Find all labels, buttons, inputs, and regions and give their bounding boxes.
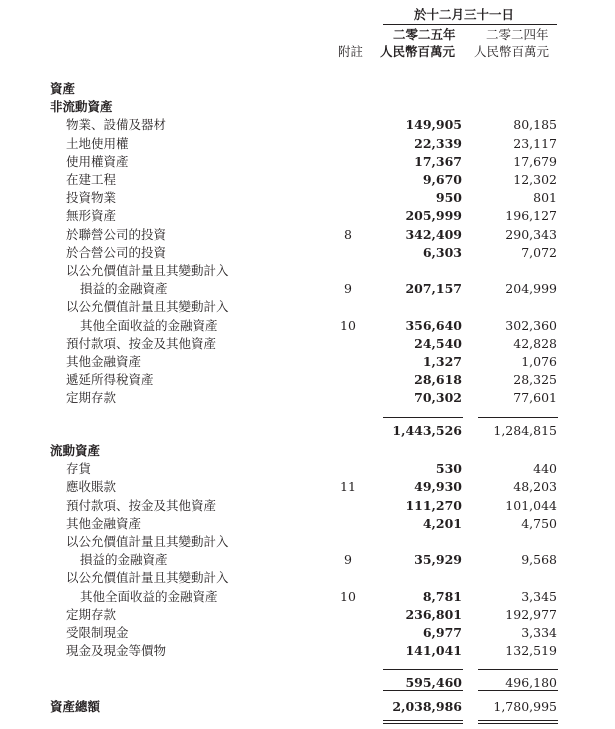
value-2025: 207,157 bbox=[405, 281, 462, 297]
table-row bbox=[0, 280, 615, 298]
table-row bbox=[0, 335, 615, 353]
value-2024: 302,360 bbox=[505, 317, 557, 333]
value-2024: 28,325 bbox=[513, 372, 557, 388]
value-2025: 141,041 bbox=[405, 643, 462, 659]
value-2024: 9,568 bbox=[521, 552, 557, 568]
current-subtotal-rule-2024 bbox=[478, 669, 558, 670]
value-2025: 6,977 bbox=[422, 625, 462, 640]
table-row bbox=[0, 135, 615, 153]
value-2025: 22,339 bbox=[414, 135, 462, 151]
row-label: 投資物業 bbox=[66, 190, 117, 206]
note-ref: 9 bbox=[344, 552, 352, 568]
noncurrent-subtotal-rule-2025 bbox=[383, 417, 463, 418]
row-label: 以公允價值計量且其變動計入 bbox=[66, 534, 229, 549]
table-row bbox=[0, 588, 615, 606]
value-2024: 3,345 bbox=[521, 588, 557, 604]
row-label: 土地使用權 bbox=[66, 135, 129, 151]
row-label: 定期存款 bbox=[66, 606, 117, 622]
noncurrent-total-row bbox=[0, 422, 615, 440]
total-assets-bottom-rule-a-2024 bbox=[478, 720, 558, 721]
total-assets-bottom-rule-a-2025 bbox=[383, 720, 463, 721]
section-title: 資產總額 bbox=[50, 699, 101, 714]
value-2025: 205,999 bbox=[405, 208, 462, 224]
row-label: 預付款項、按金及其他資產 bbox=[66, 335, 217, 351]
row-label: 在建工程 bbox=[66, 172, 117, 187]
table-row bbox=[0, 533, 615, 551]
value-2024: 4,750 bbox=[521, 515, 557, 531]
row-label: 損益的金融資產 bbox=[80, 552, 168, 568]
value-2024: 132,519 bbox=[505, 643, 557, 659]
table-row bbox=[0, 624, 615, 642]
row-label: 遞延所得稅資產 bbox=[66, 372, 154, 388]
row-label: 其他金融資產 bbox=[66, 354, 142, 369]
row-label: 受限制現金 bbox=[66, 625, 129, 640]
value-2024: 101,044 bbox=[505, 497, 557, 513]
note-ref: 9 bbox=[344, 281, 352, 297]
table-row bbox=[0, 116, 615, 134]
value-2025: 950 bbox=[435, 190, 462, 206]
table-row bbox=[0, 262, 615, 280]
table-row bbox=[0, 317, 615, 335]
note-column-label: 附註 bbox=[338, 44, 364, 59]
total-assets-row bbox=[0, 698, 615, 716]
value-2024: 801 bbox=[533, 190, 557, 206]
value-2024: 1,284,815 bbox=[493, 422, 557, 438]
row-label: 於聯營公司的投資 bbox=[66, 226, 167, 242]
row-label: 存貨 bbox=[66, 461, 92, 477]
table-row bbox=[0, 497, 615, 515]
table-row bbox=[0, 171, 615, 189]
row-label: 以公允價值計量且其變動計入 bbox=[66, 263, 229, 278]
noncurrent-title bbox=[0, 98, 615, 116]
value-2024: 192,977 bbox=[505, 606, 557, 622]
value-2024: 23,117 bbox=[513, 135, 557, 151]
current-subtotal-rule-2025 bbox=[383, 669, 463, 670]
row-label: 預付款項、按金及其他資產 bbox=[66, 497, 217, 513]
value-2025: 1,443,526 bbox=[392, 422, 462, 438]
table-row bbox=[0, 551, 615, 569]
total-assets-top-rule-2024 bbox=[478, 690, 558, 691]
value-2025: 9,670 bbox=[422, 172, 462, 187]
col-2025-year: 二零二五年 bbox=[393, 27, 456, 42]
table-row bbox=[0, 353, 615, 371]
table-row bbox=[0, 478, 615, 496]
value-2024: 42,828 bbox=[513, 335, 557, 351]
table-row bbox=[0, 244, 615, 262]
value-2025: 4,201 bbox=[422, 515, 462, 531]
value-2024: 3,334 bbox=[521, 625, 557, 640]
row-label: 定期存款 bbox=[66, 390, 117, 406]
table-row bbox=[0, 569, 615, 587]
value-2025: 2,038,986 bbox=[392, 699, 462, 714]
row-label: 損益的金融資產 bbox=[80, 281, 168, 297]
section-title: 資產 bbox=[50, 81, 76, 96]
value-2025: 6,303 bbox=[422, 244, 462, 260]
table-row bbox=[0, 226, 615, 244]
value-2025: 356,640 bbox=[405, 317, 462, 333]
row-label: 應收賬款 bbox=[66, 479, 117, 495]
row-label: 以公允價值計量且其變動計入 bbox=[66, 299, 229, 315]
table-row bbox=[0, 460, 615, 478]
value-2025: 70,302 bbox=[414, 390, 462, 406]
note-ref: 11 bbox=[340, 479, 356, 495]
row-label: 其他全面收益的金融資產 bbox=[80, 588, 218, 604]
note-ref: 10 bbox=[340, 317, 356, 333]
row-label: 以公允價值計量且其變動計入 bbox=[66, 570, 229, 586]
current-title bbox=[0, 442, 615, 460]
row-label: 於合營公司的投資 bbox=[66, 244, 167, 260]
section-title: 流動資產 bbox=[50, 443, 101, 458]
table-row bbox=[0, 642, 615, 660]
note-ref: 10 bbox=[340, 588, 356, 604]
value-2024: 1,076 bbox=[521, 354, 557, 369]
value-2025: 342,409 bbox=[405, 226, 462, 242]
value-2024: 196,127 bbox=[505, 208, 557, 224]
value-2025: 1,327 bbox=[422, 354, 462, 369]
table-row bbox=[0, 371, 615, 389]
row-label: 無形資產 bbox=[66, 208, 117, 224]
value-2024: 440 bbox=[533, 461, 557, 477]
value-2024: 17,679 bbox=[513, 153, 557, 169]
value-2025: 24,540 bbox=[414, 335, 462, 351]
total-assets-bottom-rule-b-2024 bbox=[478, 723, 558, 724]
table-row bbox=[0, 153, 615, 171]
date-heading: 於十二月三十一日 bbox=[414, 7, 515, 22]
value-2024: 77,601 bbox=[513, 390, 557, 406]
row-label: 其他全面收益的金融資產 bbox=[80, 317, 218, 333]
value-2024: 7,072 bbox=[521, 244, 557, 260]
table-row bbox=[0, 515, 615, 533]
table-row bbox=[0, 389, 615, 407]
row-label: 使用權資產 bbox=[66, 153, 129, 169]
note-ref: 8 bbox=[344, 226, 352, 242]
assets-title bbox=[0, 80, 615, 98]
value-2025: 49,930 bbox=[414, 479, 462, 495]
value-2025: 8,781 bbox=[422, 588, 462, 604]
value-2025: 149,905 bbox=[405, 117, 462, 133]
table-row bbox=[0, 189, 615, 207]
section-title: 非流動資產 bbox=[50, 99, 113, 115]
value-2025: 595,460 bbox=[405, 675, 462, 691]
value-2025: 28,618 bbox=[414, 372, 462, 388]
value-2024: 290,343 bbox=[505, 226, 557, 242]
table-row bbox=[0, 606, 615, 624]
value-2025: 236,801 bbox=[405, 606, 462, 622]
value-2025: 17,367 bbox=[414, 153, 462, 169]
value-2024: 496,180 bbox=[505, 675, 557, 691]
value-2024: 1,780,995 bbox=[493, 699, 557, 714]
total-assets-bottom-rule-b-2025 bbox=[383, 723, 463, 724]
value-2024: 204,999 bbox=[505, 281, 557, 297]
row-label: 其他金融資產 bbox=[66, 515, 142, 531]
row-label: 現金及現金等價物 bbox=[66, 643, 167, 659]
value-2024: 80,185 bbox=[513, 117, 557, 133]
col-2024-unit: 人民幣百萬元 bbox=[474, 44, 550, 59]
col-2025-unit: 人民幣百萬元 bbox=[380, 44, 456, 59]
value-2025: 35,929 bbox=[414, 552, 462, 568]
value-2024: 48,203 bbox=[513, 479, 557, 495]
value-2024: 12,302 bbox=[513, 172, 557, 187]
col-2024-year: 二零二四年 bbox=[486, 27, 549, 42]
table-row bbox=[0, 298, 615, 316]
noncurrent-subtotal-rule-2024 bbox=[478, 417, 558, 418]
total-assets-top-rule-2025 bbox=[383, 690, 463, 691]
value-2025: 111,270 bbox=[405, 497, 462, 513]
table-row bbox=[0, 207, 615, 225]
row-label: 物業、設備及器材 bbox=[66, 117, 167, 133]
value-2025: 530 bbox=[435, 461, 462, 477]
